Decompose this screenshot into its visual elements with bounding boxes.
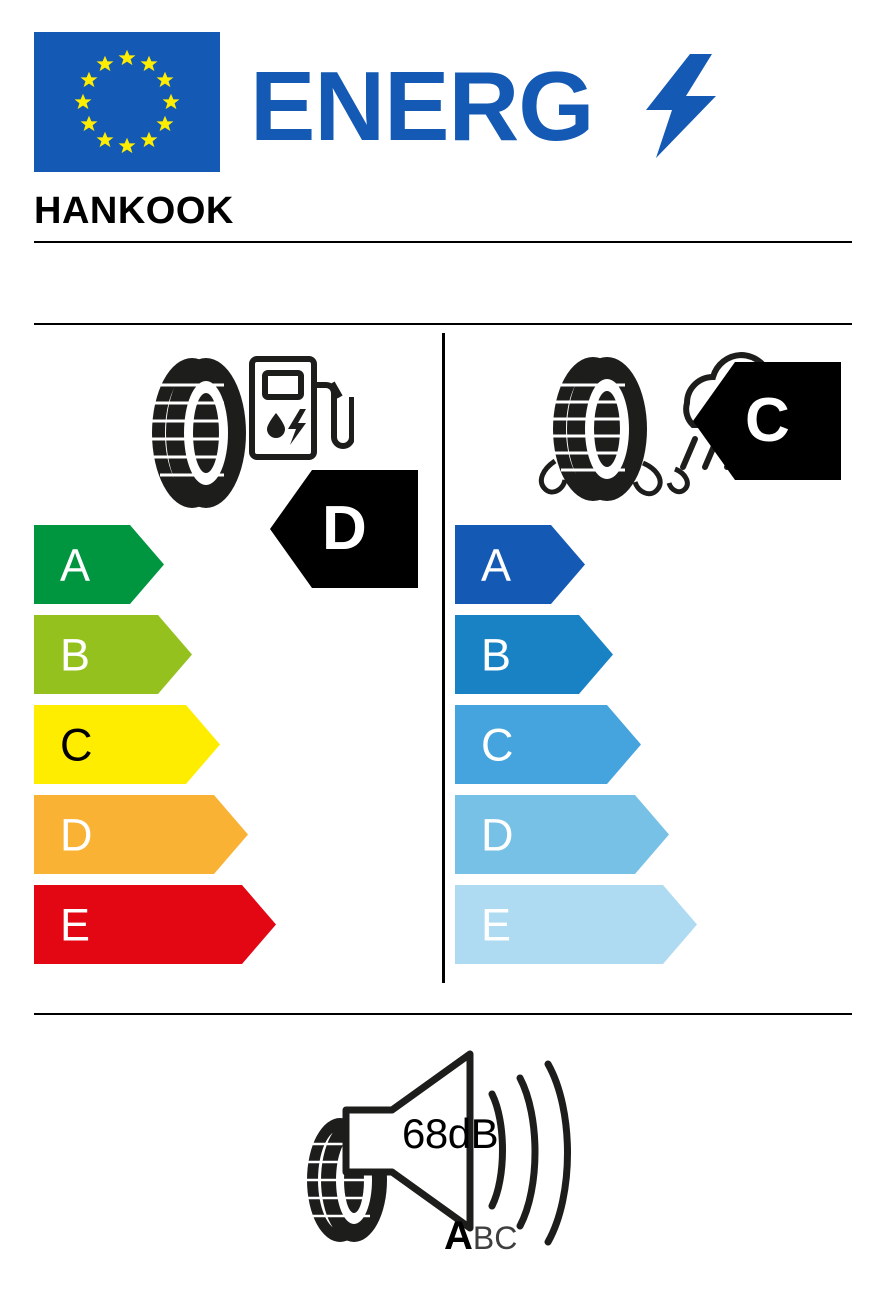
wet-grade-arrow-e (455, 885, 697, 964)
wet-grade-letter-e: E (481, 899, 512, 950)
fuel-selected-grade: D (322, 494, 367, 563)
wet-grade-letter-a: A (481, 539, 512, 590)
wet-grade-row-b (455, 615, 865, 694)
fuel-grade-row-e (34, 885, 444, 964)
noise-value: 68dB (402, 1110, 499, 1157)
eu-flag (34, 32, 220, 172)
noise-class-group (444, 1214, 518, 1258)
energ-wordmark: ENERG (250, 51, 594, 161)
eu-stars-icon (34, 32, 220, 172)
wet-grade-row-a (455, 525, 865, 604)
fuel-grade-arrow-b (34, 615, 192, 694)
wet-grade-list (455, 525, 865, 975)
fuel-grade-arrow-a (34, 525, 164, 604)
wet-grade-arrow-c (455, 705, 641, 784)
wet-grade-row-d (455, 795, 865, 874)
fuel-efficiency-section (34, 333, 444, 993)
fuel-grade-list (34, 525, 444, 975)
noise-class-remaining: BC (472, 1220, 518, 1256)
wet-grade-letter-c: C (481, 719, 514, 770)
divider-under-brand (34, 241, 852, 243)
noise-pictogram-group (284, 1032, 614, 1262)
fuel-grade-arrow-e (34, 885, 276, 964)
lightning-bolt-icon (646, 54, 716, 158)
divider-above-noise (34, 1013, 852, 1015)
fuel-grade-arrow-c (34, 705, 220, 784)
wet-grade-letter-d: D (481, 809, 514, 860)
noise-section (34, 1022, 852, 1262)
brand-name: HANKOOK (34, 190, 234, 232)
wet-selected-grade: C (745, 386, 790, 455)
fuel-grade-letter-e: E (60, 899, 91, 950)
fuel-grade-row-b (34, 615, 444, 694)
fuel-grade-row-d (34, 795, 444, 874)
wet-grade-letter-b: B (481, 629, 512, 680)
fuel-grade-letter-a: A (60, 539, 91, 590)
label-header (34, 32, 852, 172)
divider-above-grades (34, 323, 852, 325)
wet-grade-arrow-a (455, 525, 585, 604)
noise-class-selected: A (444, 1214, 473, 1258)
fuel-grade-arrow-d (34, 795, 248, 874)
fuel-grade-letter-c: C (60, 719, 93, 770)
wet-grade-row-e (455, 885, 865, 964)
wet-grade-arrow-b (455, 615, 613, 694)
fuel-selected-marker (270, 470, 418, 588)
wet-grade-row-c (455, 705, 865, 784)
fuel-grade-row-c (34, 705, 444, 784)
fuel-grade-letter-d: D (60, 809, 93, 860)
wet-grade-arrow-d (455, 795, 669, 874)
fuel-grade-letter-b: B (60, 629, 91, 680)
wet-selected-marker (693, 362, 841, 480)
